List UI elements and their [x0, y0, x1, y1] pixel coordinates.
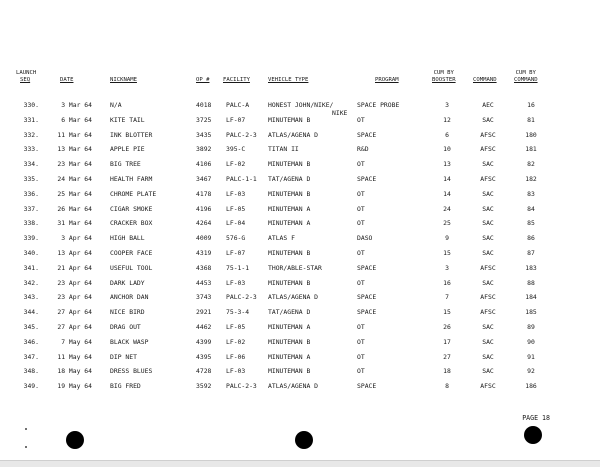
nickname: NICE BIRD	[110, 308, 145, 317]
vehicle-type: MINUTEMAN B	[268, 249, 311, 257]
program: OT	[357, 249, 365, 257]
launch-seq: 331.	[23, 115, 39, 124]
table-row	[0, 131, 600, 145]
command: SAC	[482, 352, 494, 361]
header-nickname: NICKNAME	[110, 77, 137, 83]
cum-by-booster: 7	[445, 293, 449, 302]
facility: LF-03	[226, 189, 246, 198]
vehicle-type: MINUTEMAN B	[268, 278, 311, 287]
vehicle-type: MINUTEMAN B	[268, 337, 311, 346]
cum-by-booster: 12	[443, 115, 451, 124]
facility: LF-07	[226, 115, 246, 124]
table-row	[0, 338, 600, 352]
nickname: N/A	[110, 101, 122, 109]
launch-seq: 330.	[23, 101, 39, 109]
program: OT	[357, 115, 365, 124]
nickname: KITE TAIL	[110, 115, 145, 124]
launch-seq: 342.	[23, 278, 39, 287]
op-number: 3892	[196, 145, 212, 154]
launch-seq: 334.	[23, 160, 39, 169]
header-facility: FACILITY	[223, 77, 250, 83]
table-row	[0, 308, 600, 322]
binder-hole-left	[66, 431, 84, 449]
cum-by-command: 83	[527, 189, 535, 198]
op-number: 3725	[196, 115, 212, 124]
op-number: 4453	[196, 278, 212, 287]
program: OT	[357, 337, 365, 346]
launch-date: 25 Mar 64	[57, 189, 92, 198]
op-number: 3743	[196, 293, 212, 302]
program: SPACE	[357, 130, 377, 139]
launch-seq: 336.	[23, 189, 39, 198]
command: SAC	[482, 337, 494, 346]
command: SAC	[482, 219, 494, 228]
cum-by-booster: 14	[443, 175, 451, 183]
command: AFSC	[480, 293, 496, 302]
nickname: CRACKER BOX	[110, 219, 153, 228]
cum-by-command: 82	[527, 160, 535, 169]
nickname: HIGH BALL	[110, 234, 145, 243]
op-number: 4178	[196, 189, 212, 198]
cum-by-booster: 24	[443, 204, 451, 213]
header-command: COMMAND	[473, 77, 497, 83]
cum-by-command: 183	[525, 263, 537, 272]
cum-by-booster: 15	[443, 249, 451, 257]
command: SAC	[482, 249, 494, 257]
launch-date: 23 Apr 64	[57, 293, 92, 302]
program: DASO	[357, 234, 373, 243]
launch-seq: 337.	[23, 204, 39, 213]
header-cum-booster	[432, 70, 456, 84]
launch-date: 31 Mar 64	[57, 219, 92, 228]
vehicle-type: MINUTEMAN B	[268, 115, 311, 124]
table-row	[0, 367, 600, 381]
table-row	[0, 219, 600, 233]
facility: LF-06	[226, 352, 246, 361]
cum-by-command: 186	[525, 382, 537, 391]
program: SPACE	[357, 308, 377, 317]
header-launch-line1: LAUNCH	[16, 70, 37, 76]
launch-seq: 349.	[23, 382, 39, 391]
table-row	[0, 293, 600, 307]
op-number: 4106	[196, 160, 212, 169]
launch-date: 27 Apr 64	[57, 308, 92, 317]
table-row	[0, 323, 600, 337]
table-row	[0, 101, 600, 115]
cum-by-command: 90	[527, 337, 535, 346]
program: OT	[357, 367, 365, 376]
vehicle-type: MINUTEMAN B	[268, 367, 311, 376]
program: OT	[357, 323, 365, 331]
op-number: 4319	[196, 249, 212, 257]
program: SPACE	[357, 293, 377, 302]
launch-date: 11 May 64	[57, 352, 92, 361]
facility: 75-3-4	[226, 308, 250, 317]
launch-seq: 343.	[23, 293, 39, 302]
facility: PALC-1-1	[226, 175, 257, 183]
op-number: 4196	[196, 204, 212, 213]
launch-date: 23 Mar 64	[57, 160, 92, 169]
program: OT	[357, 189, 365, 198]
launch-date: 26 Mar 64	[57, 204, 92, 213]
facility: 576-G	[226, 234, 246, 243]
nickname: DRESS BLUES	[110, 367, 153, 376]
launch-seq: 333.	[23, 145, 39, 154]
vehicle-type: ATLAS/AGENA D	[268, 382, 319, 391]
command: SAC	[482, 204, 494, 213]
cum-by-booster: 15	[443, 308, 451, 317]
table-row	[0, 249, 600, 263]
op-number: 4728	[196, 367, 212, 376]
program: R&D	[357, 145, 369, 154]
launch-date: 7 May 64	[61, 337, 92, 346]
launch-date: 23 Apr 64	[57, 278, 92, 287]
launch-seq: 335.	[23, 175, 39, 183]
command: SAC	[482, 323, 494, 331]
launch-date: 13 Apr 64	[57, 249, 92, 257]
facility: LF-02	[226, 160, 246, 169]
launch-date: 11 Mar 64	[57, 130, 92, 139]
cum-by-booster: 10	[443, 145, 451, 154]
nickname: HEALTH FARM	[110, 175, 153, 183]
page-edge	[0, 460, 600, 467]
command: AFSC	[480, 145, 496, 154]
launch-date: 18 May 64	[57, 367, 92, 376]
program: OT	[357, 278, 365, 287]
table-row	[0, 160, 600, 174]
launch-date: 3 Mar 64	[61, 101, 92, 109]
cum-by-booster: 3	[445, 263, 449, 272]
header-date: DATE	[60, 77, 74, 83]
vehicle-type: TITAN II	[268, 145, 299, 154]
binder-hole-center	[295, 431, 313, 449]
launch-seq: 348.	[23, 367, 39, 376]
program: SPACE	[357, 382, 377, 391]
op-number: 4368	[196, 263, 212, 272]
facility: LF-03	[226, 278, 246, 287]
vehicle-type: MINUTEMAN B	[268, 189, 311, 198]
vehicle-type: MINUTEMAN A	[268, 204, 311, 213]
command: SAC	[482, 189, 494, 198]
header-op-number: OP #	[196, 77, 210, 83]
cum-by-command: 180	[525, 130, 537, 139]
facility: PALC-2-3	[226, 382, 257, 391]
launch-seq: 341.	[23, 263, 39, 272]
header-vehicle-type: VEHICLE TYPE	[268, 77, 309, 83]
vehicle-type: ATLAS/AGENA D	[268, 293, 319, 302]
launch-date: 27 Apr 64	[57, 323, 92, 331]
cum-by-booster: 9	[445, 234, 449, 243]
launch-date: 6 Mar 64	[61, 115, 92, 124]
vehicle-type: ATLAS F	[268, 234, 295, 243]
cum-by-command: 92	[527, 367, 535, 376]
vehicle-type: MINUTEMAN A	[268, 219, 311, 228]
facility: LF-04	[226, 219, 246, 228]
nickname: DIP NET	[110, 352, 137, 361]
op-number: 4018	[196, 101, 212, 109]
vehicle-type: THOR/ABLE-STAR	[268, 263, 322, 272]
header-launch-seq	[16, 70, 36, 84]
cum-by-command: 181	[525, 145, 537, 154]
cum-by-booster: 6	[445, 130, 449, 139]
header-seq-line2: SEQ	[20, 77, 31, 83]
command: SAC	[482, 278, 494, 287]
facility: LF-03	[226, 367, 246, 376]
cum-by-command: 89	[527, 323, 535, 331]
op-number: 3592	[196, 382, 212, 391]
nickname: APPLE PIE	[110, 145, 145, 154]
nickname: ANCHOR DAN	[110, 293, 149, 302]
facility: 75-1-1	[226, 263, 250, 272]
cum-by-booster: 26	[443, 323, 451, 331]
op-number: 4009	[196, 234, 212, 243]
program: OT	[357, 219, 365, 228]
cum-by-command: 185	[525, 308, 537, 317]
header-program: PROGRAM	[375, 77, 399, 83]
facility: LF-02	[226, 337, 246, 346]
op-number: 4462	[196, 323, 212, 331]
facility: 395-C	[226, 145, 246, 154]
table-row	[0, 353, 600, 367]
launch-date: 3 Apr 64	[61, 234, 92, 243]
command: SAC	[482, 234, 494, 243]
command: AFSC	[480, 263, 496, 272]
cum-by-command: 87	[527, 249, 535, 257]
cum-by-booster: 14	[443, 189, 451, 198]
vehicle-type: HONEST JOHN/NIKE/	[268, 101, 334, 109]
speck-mark	[25, 446, 27, 448]
command: SAC	[482, 160, 494, 169]
table-row	[0, 279, 600, 293]
nickname: BIG FRED	[110, 382, 141, 391]
cum-by-command: 86	[527, 234, 535, 243]
cum-by-booster: 8	[445, 382, 449, 391]
op-number: 4264	[196, 219, 212, 228]
command: AFSC	[480, 308, 496, 317]
launch-seq: 344.	[23, 308, 39, 317]
table-row	[0, 205, 600, 219]
launch-date: 19 May 64	[57, 382, 92, 391]
table-row	[0, 264, 600, 278]
cum-by-command: 85	[527, 219, 535, 228]
launch-seq: 347.	[23, 352, 39, 361]
command: SAC	[482, 367, 494, 376]
launch-date: 21 Apr 64	[57, 263, 92, 272]
vehicle-type-continuation: NIKE	[332, 109, 348, 117]
cum-by-command: 184	[525, 293, 537, 302]
nickname: DARK LADY	[110, 278, 145, 287]
vehicle-type: MINUTEMAN A	[268, 323, 311, 331]
vehicle-type: TAT/AGENA D	[268, 308, 311, 317]
facility: LF-05	[226, 323, 246, 331]
table-row	[0, 145, 600, 159]
page-number: PAGE 18	[522, 414, 550, 422]
facility: PALC-2-3	[226, 130, 257, 139]
header-cum-booster-line1: CUM BY	[433, 70, 454, 76]
facility: PALC-2-3	[226, 293, 257, 302]
launch-date: 24 Mar 64	[57, 175, 92, 183]
nickname: BIG TREE	[110, 160, 141, 169]
cum-by-booster: 13	[443, 160, 451, 169]
table-row	[0, 382, 600, 396]
cum-by-booster: 16	[443, 278, 451, 287]
cum-by-booster: 3	[445, 101, 449, 109]
command: AFSC	[480, 130, 496, 139]
header-cum-command-line2: COMMAND	[514, 77, 538, 83]
table-row	[0, 175, 600, 189]
facility: PALC-A	[226, 101, 250, 109]
table-row	[0, 190, 600, 204]
nickname: COOPER FACE	[110, 249, 153, 257]
nickname: DRAG OUT	[110, 323, 141, 331]
nickname: BLACK WASP	[110, 337, 149, 346]
op-number: 4395	[196, 352, 212, 361]
header-cum-booster-line2: BOOSTER	[432, 77, 456, 83]
speck-mark	[25, 428, 27, 430]
cum-by-command: 182	[525, 175, 537, 183]
cum-by-booster: 27	[443, 352, 451, 361]
launch-seq: 332.	[23, 130, 39, 139]
vehicle-type: TAT/AGENA D	[268, 175, 311, 183]
cum-by-booster: 17	[443, 337, 451, 346]
header-cum-command-line1: CUM BY	[515, 70, 536, 76]
program: OT	[357, 352, 365, 361]
binder-hole-right	[524, 426, 542, 444]
nickname: CIGAR SMOKE	[110, 204, 153, 213]
cum-by-command: 84	[527, 204, 535, 213]
program: SPACE	[357, 175, 377, 183]
launch-date: 13 Mar 64	[57, 145, 92, 154]
op-number: 4399	[196, 337, 212, 346]
cum-by-command: 81	[527, 115, 535, 124]
launch-seq: 339.	[23, 234, 39, 243]
program: OT	[357, 204, 365, 213]
cum-by-command: 88	[527, 278, 535, 287]
op-number: 3435	[196, 130, 212, 139]
facility: LF-05	[226, 204, 246, 213]
cum-by-booster: 18	[443, 367, 451, 376]
command: AFSC	[480, 175, 496, 183]
op-number: 2921	[196, 308, 212, 317]
program: SPACE	[357, 263, 377, 272]
vehicle-type: ATLAS/AGENA D	[268, 130, 319, 139]
table-row	[0, 234, 600, 248]
launch-seq: 340.	[23, 249, 39, 257]
launch-seq: 346.	[23, 337, 39, 346]
command: AEC	[482, 101, 494, 109]
nickname: CHROME PLATE	[110, 189, 157, 198]
vehicle-type: MINUTEMAN B	[268, 160, 311, 169]
cum-by-booster: 25	[443, 219, 451, 228]
table-row	[0, 116, 600, 130]
vehicle-type: MINUTEMAN A	[268, 352, 311, 361]
launch-seq: 345.	[23, 323, 39, 331]
op-number: 3467	[196, 175, 212, 183]
cum-by-command: 16	[527, 101, 535, 109]
command: AFSC	[480, 382, 496, 391]
header-cum-command	[514, 70, 538, 84]
program: SPACE PROBE	[357, 101, 400, 109]
cum-by-command: 91	[527, 352, 535, 361]
nickname: USEFUL TOOL	[110, 263, 153, 272]
command: SAC	[482, 115, 494, 124]
nickname: INK BLOTTER	[110, 130, 153, 139]
facility: LF-07	[226, 249, 246, 257]
launch-seq: 338.	[23, 219, 39, 228]
program: OT	[357, 160, 365, 169]
